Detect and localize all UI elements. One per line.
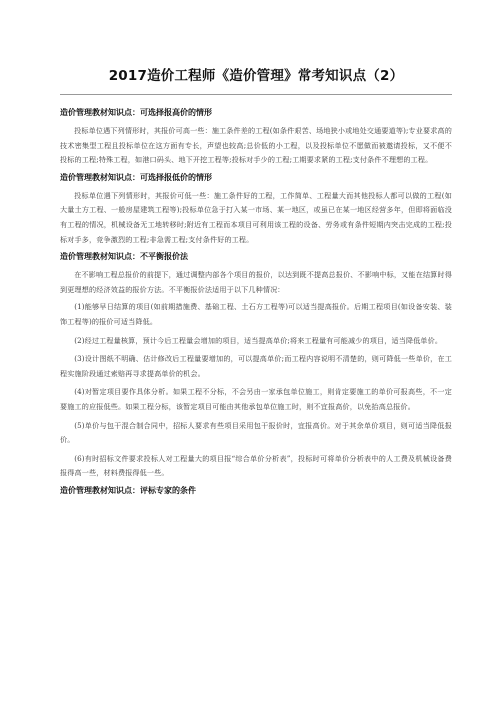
list-item: (6)有时招标文件要求投标人对工程量大的项目报“综合单价分析表”，投标时可将单价分析表中的人工费及机械设备费报得高一些，材料费报得低一些。: [60, 453, 452, 478]
title-divider: [60, 94, 452, 95]
document-title: 2017造价工程师《造价管理》常考知识点（2）: [108, 68, 404, 84]
section-high-price: [60, 107, 452, 168]
paragraph: 投标单位遇下列情形时，其报价可低一些：施工条件好的工程，工作简单、工程量大而其他投标人都可以做的工程(如大量土方工程、一般房屋建筑工程等);投标单位急于打入某一市场、某一地区，或虽已在某一地区经营多年，但即将面临没有工程的情况，机械设备无工地转移时;附近有工程而本项目可利用该工程的设备、劳务或有条件短期内突击完成的工程;投标对手多，竞争激烈的工程;非急需工程;支付条件好的工程。: [60, 190, 452, 244]
section-heading: 造价管理教材知识点：可选择报低价的情形: [60, 172, 212, 182]
list-item: (1)能够早日结算的项目(如前期措施费、基础工程、土石方工程等)可以适当提高报价。后期工程项目(如设备安装、装饰工程等)的报价可适当降低。: [60, 302, 452, 326]
section-heading: 造价管理教材知识点：不平衡报价法: [60, 252, 188, 262]
list-item: (2)经过工程量核算，预计今后工程量会增加的项目，适当提高单价;将来工程量有可能减少的项目，适当降低单价。: [74, 335, 443, 345]
section-heading: 造价管理教材知识点：评标专家的条件: [60, 485, 196, 495]
list-item: (3)设计图纸不明确、估计修改后工程量要增加的，可以提高单价;而工程内容说明不清楚的，则可降低一些单价，在工程实施阶段通过索赔再寻求提高单价的机会。: [60, 354, 452, 378]
paragraph: 投标单位遇下列情形时，其报价可高一些：施工条件差的工程(如条件艰苦、场地狭小或地处交通要道等);专业要求高的技术密集型工程且投标单位在这方面有专长，声望也较高;总价低的小工程，以及投标单位不愿做而被邀请投标，又不便不投标的工程;特殊工程，如港口码头、地下开挖工程等;投标对手少的工程;工期要求紧的工程;支付条件不理想的工程。: [60, 126, 452, 165]
section-unbalanced-bid: [60, 251, 452, 481]
section-heading: 造价管理教材知识点：可选择报高价的情形: [60, 108, 212, 117]
section-expert-conditions: [60, 485, 452, 497]
section-low-price: [60, 172, 452, 247]
paragraph: 在不影响工程总报价的前提下，通过调整内部各个项目的报价，以达到既不提高总报价、不影响中标，又能在结算时得到更理想的经济效益的报价方法。不平衡报价法适用于以下几种情况：: [60, 270, 452, 294]
list-item: (5)单价与包干混合制合同中，招标人要求有些项目采用包干报价时，宜报高价。对于其余单价项目，则可适当降低报价。: [60, 420, 452, 445]
list-item: (4)对暂定项目要作具体分析。如果工程不分标，不会另由一家承包单位施工，则肯定要施工的单价可报高些，不一定要施工的应报低些。如果工程分标，该暂定项目可能由其他承包单位施工时，则不宜报高价，以免抬高总报价。: [60, 387, 452, 411]
